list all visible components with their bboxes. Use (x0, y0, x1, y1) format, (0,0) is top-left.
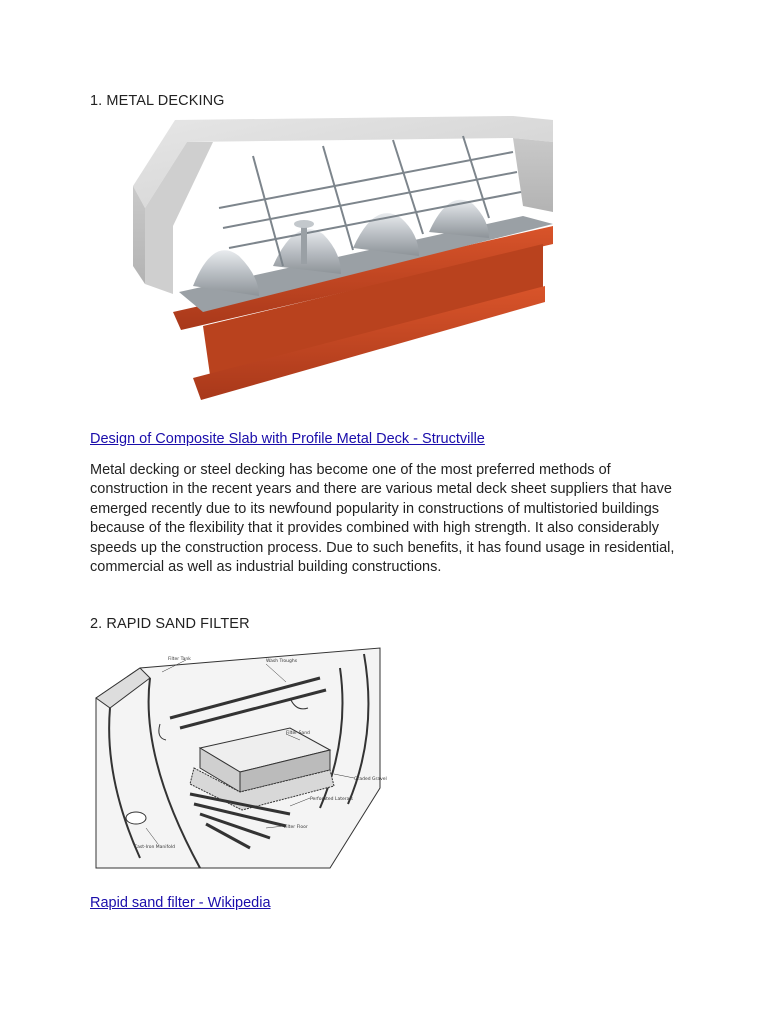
label-graded-gravel: Graded Gravel (354, 777, 387, 782)
metal-decking-paragraph: Metal decking or steel decking has become one of the most preferred methods of construction in the recent years and there are various metal deck sheet suppliers that have emerged recently due to its newfound popularity in constructions of multistoried buildings because of the flexibility that it provides combined with high strength. It also considerably speeds up the construction process. Due to such benefits, it has found usage in residential, commercial as well as industrial building constructions. (90, 462, 675, 576)
composite-slab-metal-deck-illustration-icon (133, 116, 555, 404)
rapid-sand-filter-diagram-icon (90, 648, 387, 868)
wikipedia-link[interactable]: Rapid sand filter - Wikipedia (90, 895, 271, 911)
cast-iron-manifold (126, 812, 146, 824)
shear-stud-head (294, 220, 314, 228)
concrete-slab-section-right (513, 138, 553, 212)
label-filter-tank: Filter Tank (168, 657, 191, 662)
label-filter-floor: Filter Floor (284, 825, 308, 830)
section-1-heading: 1. METAL DECKING (90, 93, 225, 109)
label-perforated-laterals: Perforated Laterals (310, 797, 353, 802)
shear-stud (301, 224, 307, 264)
deck-rib (353, 213, 419, 256)
structville-link[interactable]: Design of Composite Slab with Profile Metal Deck - Structville (90, 431, 485, 447)
metal-deck-illustration (133, 116, 555, 404)
label-filter-sand: Filter Sand (286, 731, 310, 736)
deck-rib (429, 200, 489, 238)
label-cast-iron-manifold: Cast-Iron Manifold (134, 845, 175, 850)
label-wash-troughs: Wash Troughs (266, 659, 298, 664)
rapid-sand-filter-illustration (90, 648, 387, 868)
section-2-heading: 2. RAPID SAND FILTER (90, 616, 250, 632)
